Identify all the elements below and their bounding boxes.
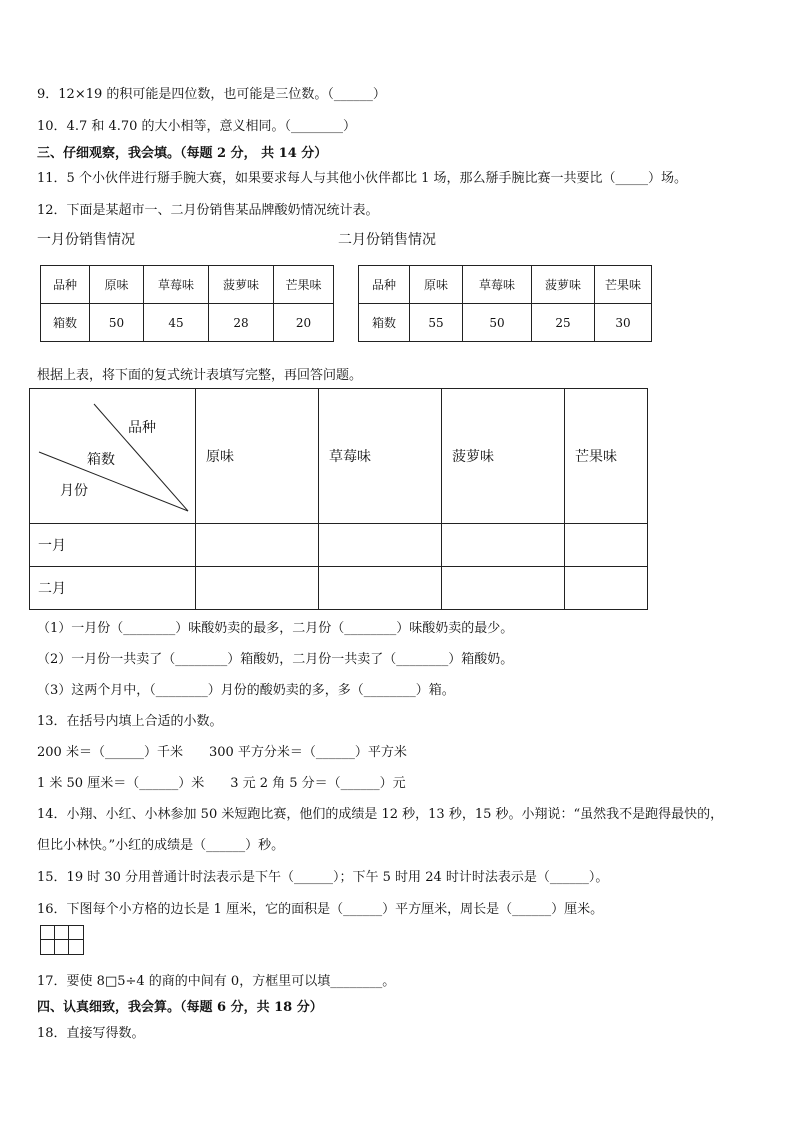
table-cell: 草莓味 xyxy=(463,266,532,304)
table-cell: 50 xyxy=(90,304,144,342)
header-cell: 芒果味 xyxy=(565,389,648,524)
header-cell: 草莓味 xyxy=(319,389,442,524)
table-cell: 箱数 xyxy=(359,304,410,342)
table-cell: 品种 xyxy=(359,266,410,304)
table-row xyxy=(30,567,648,610)
question-17: 17．要使 8□5÷4 的商的中间有 0，方框里可以填________。 xyxy=(37,974,396,989)
table-cell: 品种 xyxy=(41,266,90,304)
table-cell: 菠萝味 xyxy=(209,266,274,304)
question-13-a: 200 米＝（______）千米 300 平方分米＝（______）平方米 xyxy=(37,745,407,760)
table-instruction: 根据上表，将下面的复式统计表填写完整，再回答问题。 xyxy=(37,368,363,383)
question-15: 15．19 时 30 分用普通计时法表示是下午（______）；下午 5 时用 24 时计时法表示是（______）。 xyxy=(37,870,609,885)
table-row xyxy=(359,266,652,304)
blank-cell[interactable] xyxy=(565,567,648,610)
blank-cell[interactable] xyxy=(319,524,442,567)
table-cell: 芒果味 xyxy=(274,266,334,304)
question-10: 10．4.7 和 4.70 的大小相等，意义相同。（________） xyxy=(37,119,357,134)
question-12: 12．下面是某超市一、二月份销售某品牌酸奶情况统计表。 xyxy=(37,203,379,218)
question-14-line1: 14．小翔、小红、小林参加 50 米短跑比赛，他们的成绩是 12 秒，13 秒，15 秒。小翔说：“虽然我不是跑得最快的， xyxy=(37,807,724,822)
blank-cell[interactable] xyxy=(196,567,319,610)
question-16: 16．下图每个小方格的边长是 1 厘米，它的面积是（______）平方厘米，周长是（______）厘米。 xyxy=(37,902,604,917)
diag-label-boxes: 箱数 xyxy=(87,452,115,468)
feb-sales-table xyxy=(358,265,652,342)
table-row xyxy=(30,524,648,567)
table-row xyxy=(30,389,648,524)
square-grid-figure xyxy=(40,925,84,955)
question-13-b: 1 米 50 厘米＝（______）米 3 元 2 角 5 分＝（______）元 xyxy=(37,776,406,791)
blank-cell[interactable] xyxy=(196,524,319,567)
table-cell: 28 xyxy=(209,304,274,342)
blank-cell[interactable] xyxy=(442,524,565,567)
question-12-2: （2）一月份一共卖了（________）箱酸奶，二月份一共卖了（________）箱酸奶。 xyxy=(37,652,514,667)
section-4-heading: 四、认真细致，我会算。（每题 6 分，共 18 分） xyxy=(37,1000,323,1015)
table-cell: 原味 xyxy=(410,266,463,304)
question-9: 9．12×19 的积可能是四位数，也可能是三位数。（______） xyxy=(37,87,386,102)
question-11: 11．5 个小伙伴进行掰手腕大赛，如果要求每人与其他小伙伴都比 1 场，那么掰手腕比赛一共要比（_____）场。 xyxy=(37,171,687,186)
question-18: 18．直接写得数。 xyxy=(37,1026,145,1041)
table-cell: 原味 xyxy=(90,266,144,304)
jan-table-title: 一月份销售情况 xyxy=(37,232,135,248)
compound-stat-table xyxy=(29,388,648,610)
jan-sales-table xyxy=(40,265,334,342)
table-cell: 25 xyxy=(532,304,595,342)
table-cell: 菠萝味 xyxy=(532,266,595,304)
table-row xyxy=(41,266,334,304)
table-cell: 50 xyxy=(463,304,532,342)
blank-cell[interactable] xyxy=(565,524,648,567)
header-cell: 菠萝味 xyxy=(442,389,565,524)
table-cell: 55 xyxy=(410,304,463,342)
question-12-1: （1）一月份（________）味酸奶卖的最多，二月份（________）味酸奶卖的最少。 xyxy=(37,621,514,636)
diag-label-month: 月份 xyxy=(60,483,88,499)
section-3-heading: 三、仔细观察，我会填。（每题 2 分， 共 14 分） xyxy=(37,146,328,161)
row-label-feb: 二月 xyxy=(30,567,196,610)
table-row xyxy=(41,304,334,342)
diagonal-header-cell xyxy=(30,389,196,524)
blank-cell[interactable] xyxy=(442,567,565,610)
table-row xyxy=(359,304,652,342)
question-14-line2: 但比小林快。”小红的成绩是（______）秒。 xyxy=(37,838,285,853)
question-12-3: （3）这两个月中，（________）月份的酸奶卖的多，多（________）箱。 xyxy=(37,683,455,698)
table-cell: 草莓味 xyxy=(144,266,209,304)
table-cell: 45 xyxy=(144,304,209,342)
header-cell: 原味 xyxy=(196,389,319,524)
feb-table-title: 二月份销售情况 xyxy=(338,232,436,248)
table-cell: 芒果味 xyxy=(595,266,652,304)
blank-cell[interactable] xyxy=(319,567,442,610)
diag-label-variety: 品种 xyxy=(128,420,156,436)
table-cell: 20 xyxy=(274,304,334,342)
table-cell: 30 xyxy=(595,304,652,342)
question-13: 13．在括号内填上合适的小数。 xyxy=(37,714,223,729)
table-cell: 箱数 xyxy=(41,304,90,342)
row-label-jan: 一月 xyxy=(30,524,196,567)
